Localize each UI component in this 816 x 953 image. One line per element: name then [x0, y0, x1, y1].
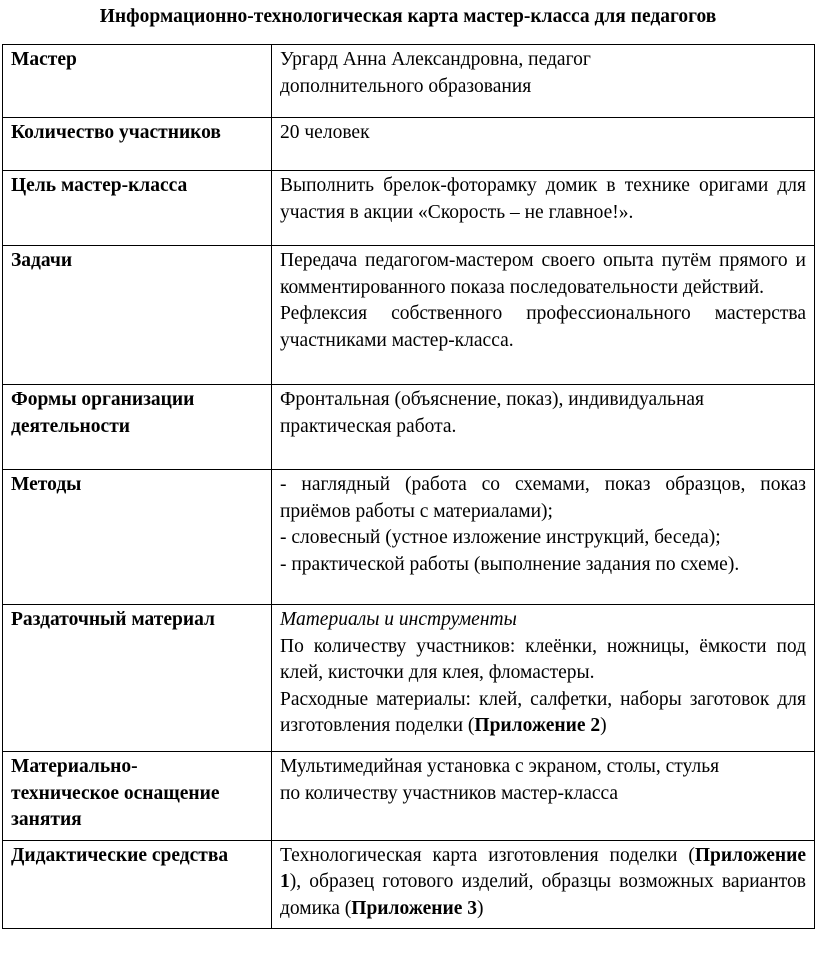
methods-item-3: - практической работы (выполнение задания по схеме). [280, 553, 740, 575]
table-row-master [3, 45, 815, 118]
methods-item-1: - наглядный (работа со схемами, показ образцов, показ приёмов работы с материалами); [280, 474, 806, 522]
handout-item-2-end: ) [600, 715, 607, 736]
forms-value-line-2: практическая работа. [280, 415, 457, 437]
forms-value-line-1: Фронтальная (объяснение, показ), индивидуальная [280, 389, 705, 410]
forms-label-line-1: Формы организации [11, 389, 195, 410]
tasks-item-2: Рефлексия собственного профессионального мастерства участниками мастер-класса. [280, 303, 806, 351]
row-value-tasks [272, 246, 815, 385]
forms-label-line-2: деятельности [11, 415, 131, 437]
document-title: Информационно-технологическая карта мастер-класса для педагогов [99, 6, 717, 27]
tech-card-table [2, 44, 815, 929]
row-label-didactic: Дидактические средства [3, 840, 272, 929]
table-row-handout [3, 605, 815, 752]
master-value-line-2: дополнительного образования [280, 75, 532, 97]
equipment-label-line-2: техническое оснащение [11, 782, 220, 804]
tasks-item-1: Передача педагогом-мастером своего опыта путём прямого и комментированного показа последовательности действий. [280, 250, 806, 298]
table-row-tasks [3, 246, 815, 385]
handout-item-2 [280, 687, 806, 740]
row-value-participants: 20 человек [272, 118, 815, 171]
row-label-master: Мастер [3, 45, 272, 118]
equipment-label-line-1: Материально- [11, 756, 138, 777]
row-label-tasks: Задачи [3, 246, 272, 385]
didactic-text-2: ), образец готового изделий, образцы возможных вариантов домика ( [280, 871, 806, 919]
handout-item-2-text: Расходные материалы: клей, салфетки, наборы заготовок для изготовления поделки ( [280, 688, 806, 736]
didactic-text-3: ) [477, 897, 484, 919]
row-value-master [272, 45, 815, 118]
table-row-participants [3, 118, 815, 171]
table-row-didactic [3, 840, 815, 929]
appendix-3-ref: Приложение 3 [351, 897, 478, 919]
table-row-equipment [3, 752, 815, 841]
row-value-forms [272, 385, 815, 470]
table-row-methods [3, 470, 815, 605]
handout-item-1: По количеству участников: клеёнки, ножницы, ёмкости под клей, кисточки для клея, фломастеры. [280, 635, 806, 683]
row-label-goal: Цель мастер-класса [3, 171, 272, 246]
row-label-equipment [3, 752, 272, 841]
appendix-2-ref: Приложение 2 [474, 715, 601, 736]
equipment-value-line-2: по количеству участников мастер-класса [280, 782, 619, 804]
row-label-methods: Методы [3, 470, 272, 605]
row-value-equipment [272, 752, 815, 841]
table-row-goal [3, 171, 815, 246]
row-value-handout [272, 605, 815, 752]
row-label-forms [3, 385, 272, 470]
row-label-participants: Количество участников [3, 118, 272, 171]
equipment-value-line-1: Мультимедийная установка с экраном, столы, стулья [280, 756, 720, 777]
master-value-line-1: Ургард Анна Александровна, педагог [280, 49, 591, 70]
row-value-goal: Выполнить брелок-фоторамку домик в технике оригами для участия в акции «Скорость – не главное!». [272, 171, 815, 246]
handout-subtitle: Материалы и инструменты [280, 609, 517, 630]
methods-item-2: - словесный (устное изложение инструкций, беседа); [280, 527, 721, 548]
row-value-didactic [272, 840, 815, 929]
didactic-text-1: Технологическая карта изготовления поделки ( [280, 844, 695, 866]
row-value-methods [272, 470, 815, 605]
equipment-label-line-3: занятия [11, 809, 82, 830]
appendix-1-ref: Приложение 1 [280, 844, 806, 892]
row-label-handout: Раздаточный материал [3, 605, 272, 752]
table-row-forms [3, 385, 815, 470]
